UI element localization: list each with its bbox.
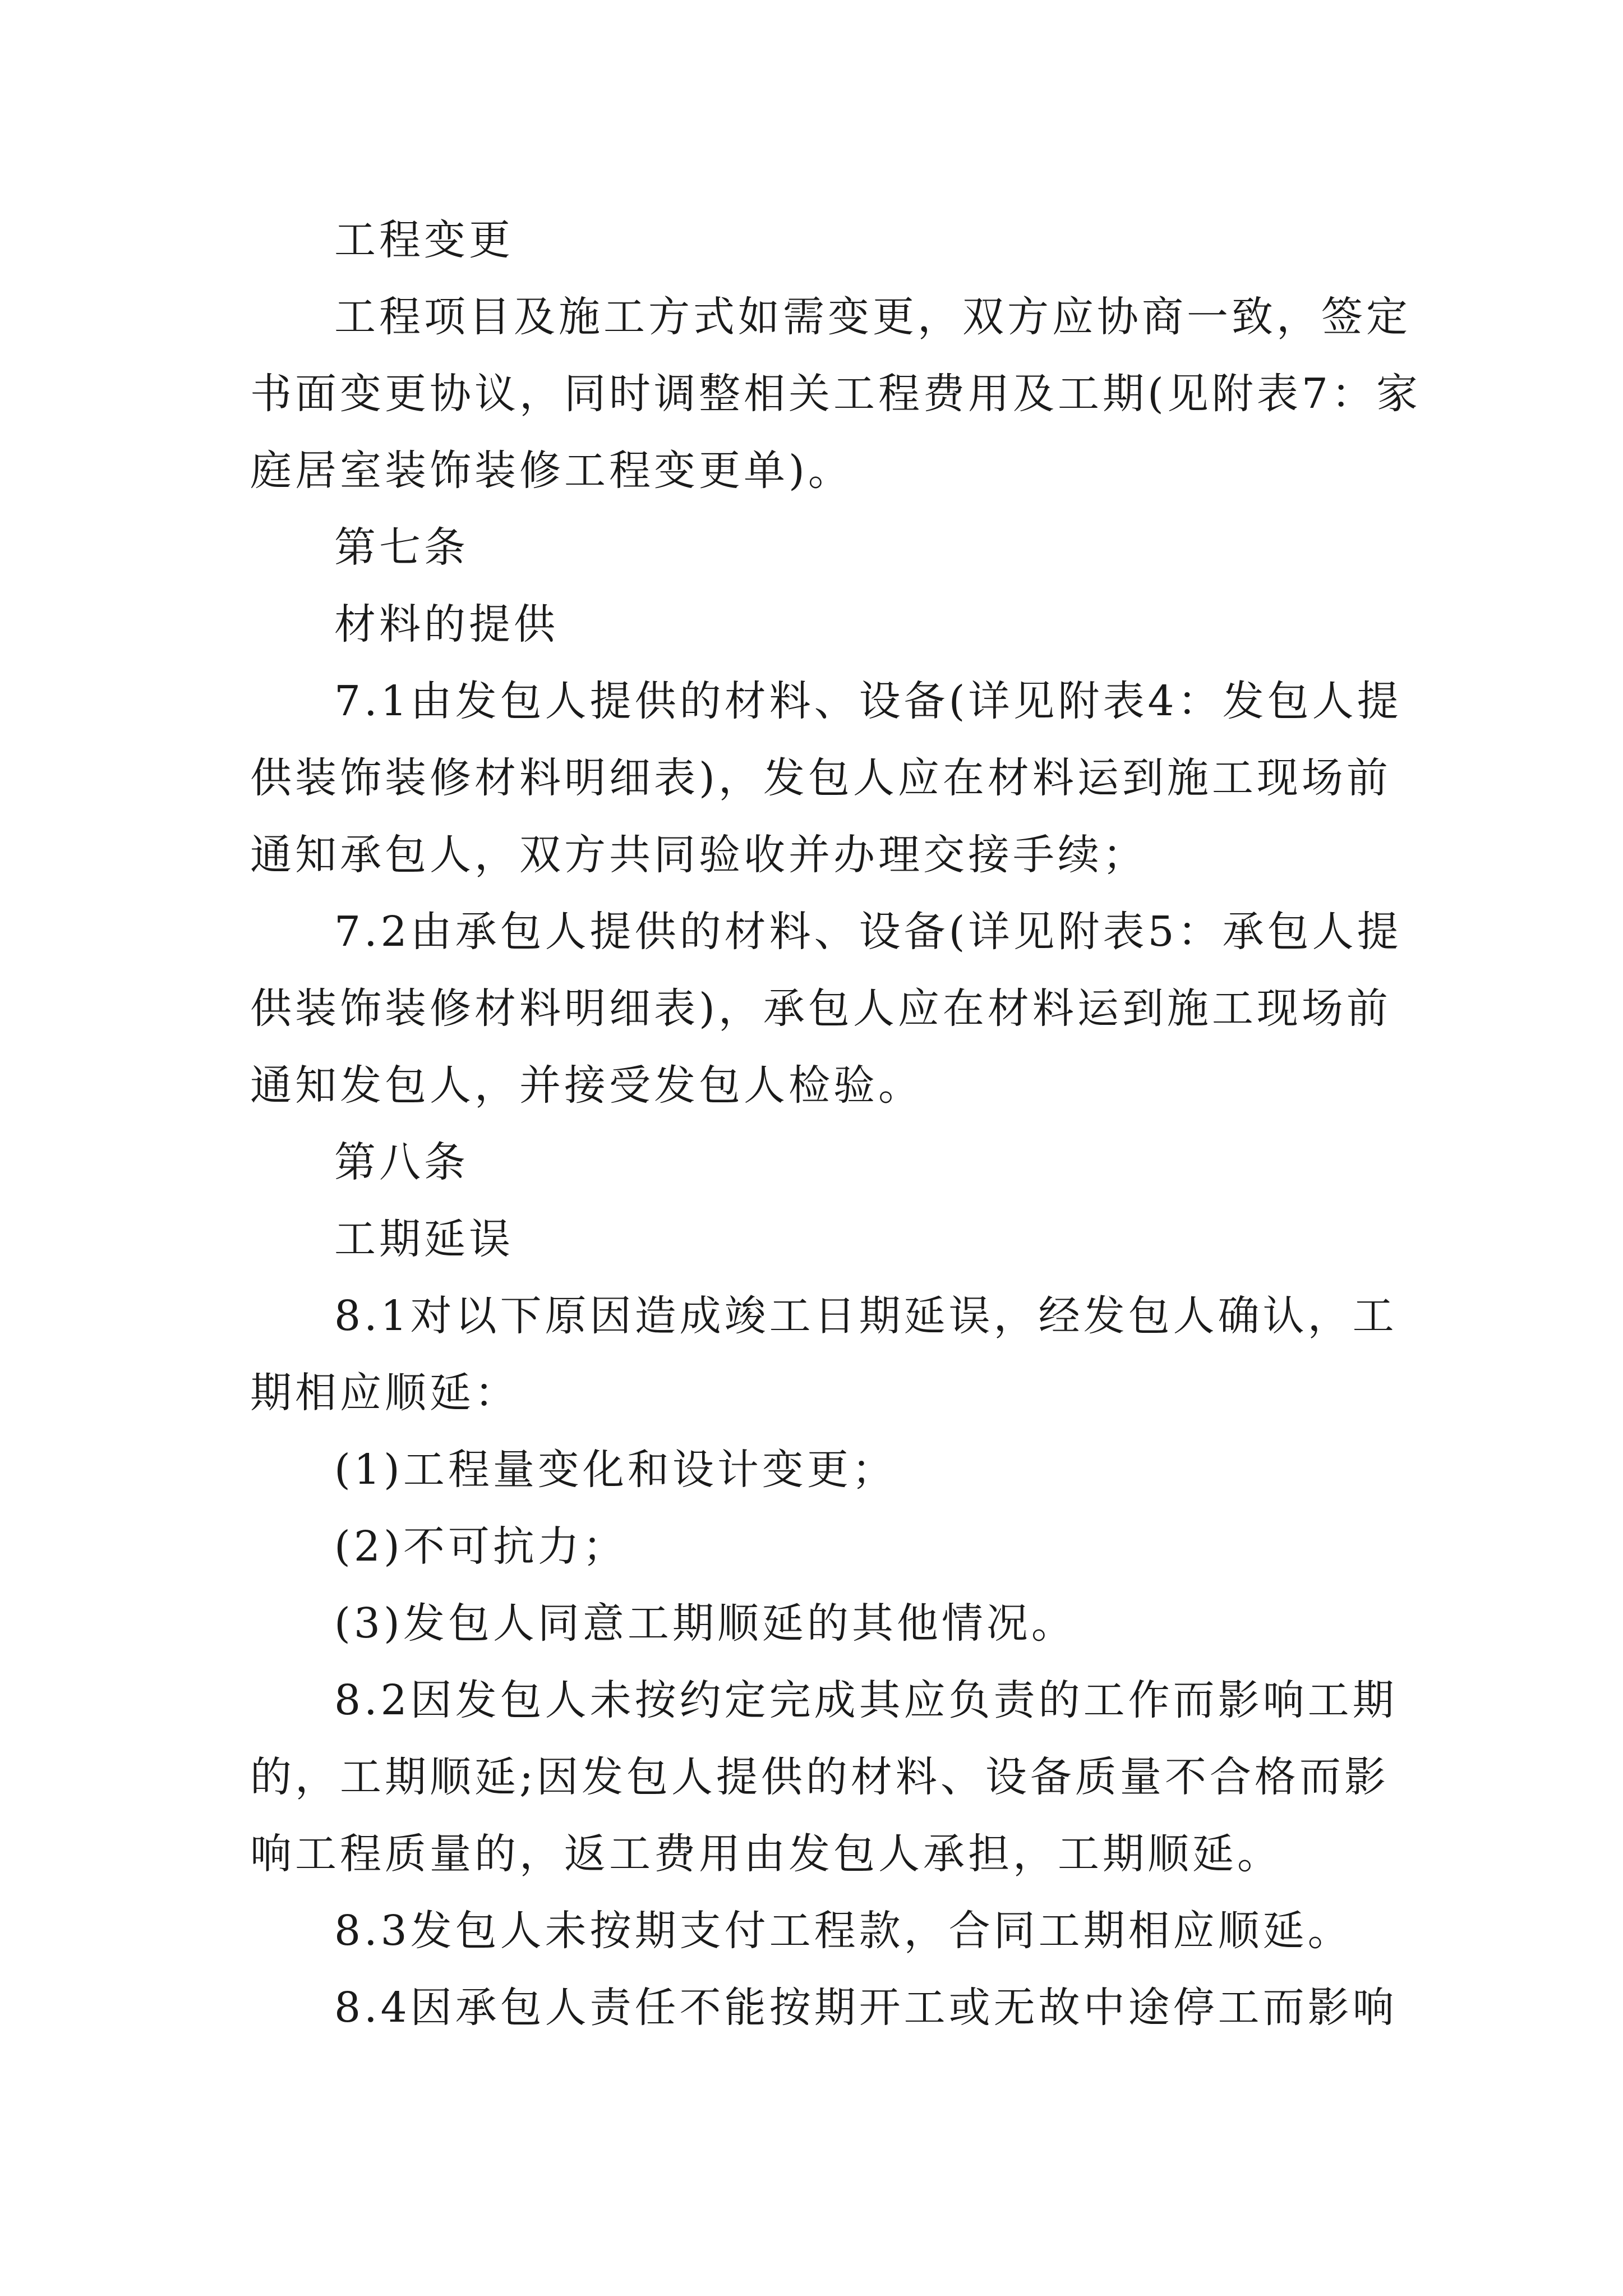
section-heading-engineering-change: 工程变更 [334,216,514,264]
list-item: (2)不可抗力； [334,1522,628,1571]
clause-8-1: 8.1对以下原因造成竣工日期延误，经发包人确认，工 [334,1292,1398,1340]
paragraph-line: 供装饰装修材料明细表)，承包人应在材料运到施工现场前 [250,984,1391,1033]
article-number-seven: 第七条 [334,523,469,572]
clause-8-2: 8.2因发包人未按约定完成其应负责的工作而影响工期 [334,1676,1398,1724]
paragraph-line: 通知承包人，双方共同验收并办理交接手续； [250,831,1147,879]
article-number-eight: 第八条 [334,1138,469,1186]
paragraph-line: 工程项目及施工方式如需变更，双方应协商一致，签定 [334,293,1411,341]
clause-7-1: 7.1由发包人提供的材料、设备(详见附表4：发包人提 [334,677,1402,725]
list-item: (1)工程量变化和设计变更； [334,1446,897,1494]
clause-7-2: 7.2由承包人提供的材料、设备(详见附表5：承包人提 [334,908,1402,956]
paragraph-line: 书面变更协议，同时调整相关工程费用及工期(见附表7：家 [250,370,1421,418]
paragraph-line: 的，工期顺延;因发包人提供的材料、设备质量不合格而影 [250,1753,1389,1801]
paragraph-line: 庭居室装饰装修工程变更单)。 [250,447,853,495]
document-body [250,202,1421,2046]
clause-8-3: 8.3发包人未按期支付工程款，合同工期相应顺延。 [334,1907,1353,1955]
section-heading-materials: 材料的提供 [334,600,559,648]
clause-8-4: 8.4因承包人责任不能按期开工或无故中途停工而影响 [334,1984,1398,2032]
list-item: (3)发包人同意工期顺延的其他情况。 [334,1599,1076,1648]
paragraph-line: 期相应顺延： [250,1369,519,1417]
paragraph-line: 通知发包人，并接受发包人检验。 [250,1061,923,1110]
paragraph-line: 响工程质量的，返工费用由发包人承担，工期顺延。 [250,1830,1282,1878]
paragraph-line: 供装饰装修材料明细表)，发包人应在材料运到施工现场前 [250,754,1391,802]
section-heading-delay: 工期延误 [334,1215,514,1263]
